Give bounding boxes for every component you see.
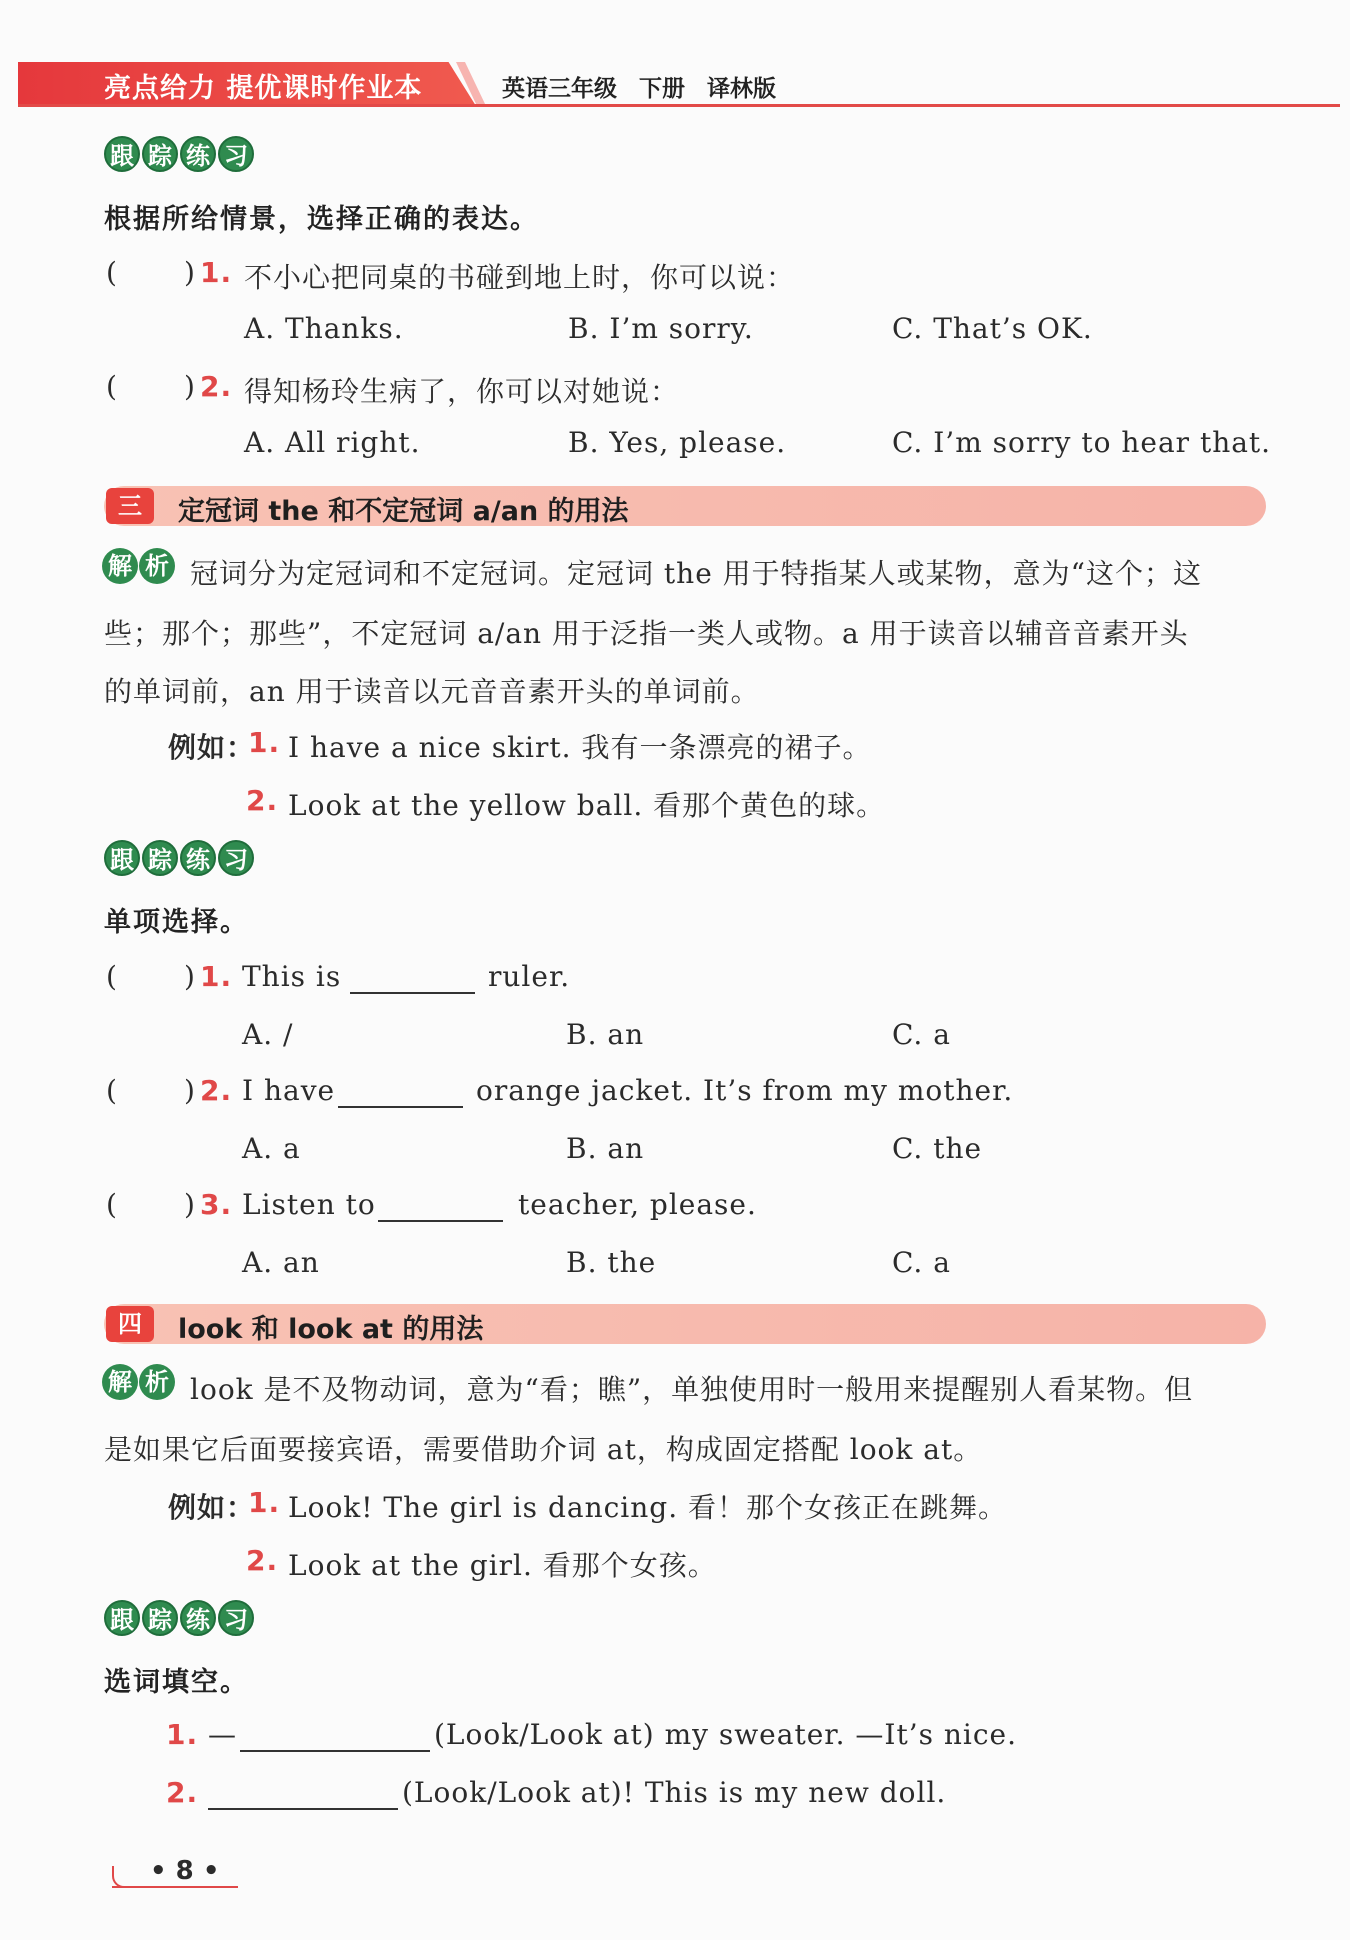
question-text-post: teacher, please. xyxy=(518,1188,757,1221)
badge-char: 习 xyxy=(218,136,254,172)
analysis-badge xyxy=(102,548,175,584)
question-number: 2. xyxy=(200,370,233,403)
example-number: 1. xyxy=(248,1486,281,1519)
option-b: B. an xyxy=(566,1132,645,1165)
dash: — xyxy=(208,1718,237,1751)
option-a: A. / xyxy=(242,1018,294,1051)
practice-badge xyxy=(104,136,254,172)
example-label: 例如： xyxy=(168,731,256,764)
header-book-info: 英语三年级 下册 译林版 xyxy=(502,76,777,102)
page-number: • 8 • xyxy=(150,1856,220,1886)
example-text: Look at the yellow ball. 看那个黄色的球。 xyxy=(288,789,886,822)
option-b: B. Yes, please. xyxy=(568,426,787,459)
badge-char: 踪 xyxy=(142,136,178,172)
option-c: C. the xyxy=(892,1132,983,1165)
question-number: 3. xyxy=(200,1188,233,1221)
example-text: Look at the girl. 看那个女孩。 xyxy=(288,1549,717,1582)
answer-paren-close: ) xyxy=(184,370,196,403)
example-number: 1. xyxy=(248,726,281,759)
instruction-2: 单项选择。 xyxy=(104,907,249,938)
question-text-post: ruler. xyxy=(488,960,571,993)
section-number: 三 xyxy=(106,488,154,524)
option-a: A. All right. xyxy=(244,426,421,459)
item-text: (Look/Look at) my sweater. —It’s nice. xyxy=(434,1718,1018,1751)
analysis-line: 是如果它后面要接宾语，需要借助介词 at，构成固定搭配 look at。 xyxy=(104,1433,983,1466)
answer-paren-close: ) xyxy=(184,1074,196,1107)
answer-paren-close: ) xyxy=(184,256,196,289)
example-number: 2. xyxy=(246,1544,279,1577)
answer-paren-open: ( xyxy=(106,256,118,289)
answer-blank[interactable] xyxy=(240,1724,430,1756)
analysis-line: 些；那个；那些”，不定冠词 a/an 用于泛指一类人或物。a 用于读音以辅音音素开头 xyxy=(104,617,1189,650)
analysis-badge xyxy=(102,1364,175,1400)
answer-paren-open: ( xyxy=(106,960,118,993)
item-text: (Look/Look at)! This is my new doll. xyxy=(402,1776,947,1809)
option-c: C. a xyxy=(892,1246,951,1279)
badge-char: 踪 xyxy=(142,1600,178,1636)
header-brand: 亮点给力 提优课时作业本 xyxy=(104,73,423,104)
answer-blank[interactable] xyxy=(350,966,475,998)
option-b: B. an xyxy=(566,1018,645,1051)
section-title: 定冠词 the 和不定冠词 a/an 的用法 xyxy=(178,496,629,527)
instruction-1: 根据所给情景，选择正确的表达。 xyxy=(104,204,539,235)
question-text: 不小心把同桌的书碰到地上时，你可以说： xyxy=(244,261,796,294)
answer-paren-open: ( xyxy=(106,1188,118,1221)
analysis-char: 解 xyxy=(102,1364,138,1400)
badge-char: 习 xyxy=(218,840,254,876)
question-text-pre: This is xyxy=(242,960,342,993)
analysis-char: 析 xyxy=(139,548,175,584)
answer-blank[interactable] xyxy=(338,1080,463,1112)
analysis-char: 析 xyxy=(139,1364,175,1400)
badge-char: 习 xyxy=(218,1600,254,1636)
option-b: B. I’m sorry. xyxy=(568,312,754,345)
question-text-post: orange jacket. It’s from my mother. xyxy=(476,1074,1014,1107)
question-number: 2. xyxy=(200,1074,233,1107)
option-a: A. a xyxy=(242,1132,301,1165)
answer-blank[interactable] xyxy=(378,1194,503,1226)
option-a: A. Thanks. xyxy=(244,312,404,345)
answer-paren-open: ( xyxy=(106,370,118,403)
analysis-line: 的单词前，an 用于读音以元音音素开头的单词前。 xyxy=(104,675,760,708)
footer-ornament xyxy=(112,1866,138,1888)
example-text: Look! The girl is dancing. 看！那个女孩正在跳舞。 xyxy=(288,1491,1007,1524)
answer-paren-close: ) xyxy=(184,1188,196,1221)
badge-char: 跟 xyxy=(104,1600,140,1636)
option-c: C. I’m sorry to hear that. xyxy=(892,426,1272,459)
practice-badge xyxy=(104,840,254,876)
answer-paren-close: ) xyxy=(184,960,196,993)
instruction-3: 选词填空。 xyxy=(104,1667,249,1698)
item-number: 2. xyxy=(166,1776,199,1809)
badge-char: 练 xyxy=(180,136,216,172)
badge-char: 跟 xyxy=(104,840,140,876)
example-label: 例如： xyxy=(168,1491,256,1524)
option-c: C. That’s OK. xyxy=(892,312,1093,345)
question-number: 1. xyxy=(200,256,233,289)
badge-char: 练 xyxy=(180,840,216,876)
question-text-pre: I have xyxy=(242,1074,336,1107)
option-c: C. a xyxy=(892,1018,951,1051)
section-title: look 和 look at 的用法 xyxy=(178,1314,484,1345)
question-number: 1. xyxy=(200,960,233,993)
question-text: 得知杨玲生病了，你可以对她说： xyxy=(244,375,680,408)
practice-badge xyxy=(104,1600,254,1636)
option-b: B. the xyxy=(566,1246,657,1279)
analysis-line: 冠词分为定冠词和不定冠词。定冠词 the 用于特指某人或某物，意为“这个；这 xyxy=(190,557,1202,590)
badge-char: 跟 xyxy=(104,136,140,172)
section-number: 四 xyxy=(106,1306,154,1342)
analysis-char: 解 xyxy=(102,548,138,584)
answer-blank[interactable] xyxy=(208,1782,398,1814)
question-text-pre: Listen to xyxy=(242,1188,376,1221)
analysis-line: look 是不及物动词，意为“看；瞧”，单独使用时一般用来提醒别人看某物。但 xyxy=(190,1373,1194,1406)
answer-paren-open: ( xyxy=(106,1074,118,1107)
example-number: 2. xyxy=(246,784,279,817)
footer-rule xyxy=(112,1886,238,1888)
example-text: I have a nice skirt. 我有一条漂亮的裙子。 xyxy=(288,731,872,764)
badge-char: 踪 xyxy=(142,840,178,876)
option-a: A. an xyxy=(242,1246,320,1279)
item-number: 1. xyxy=(166,1718,199,1751)
badge-char: 练 xyxy=(180,1600,216,1636)
